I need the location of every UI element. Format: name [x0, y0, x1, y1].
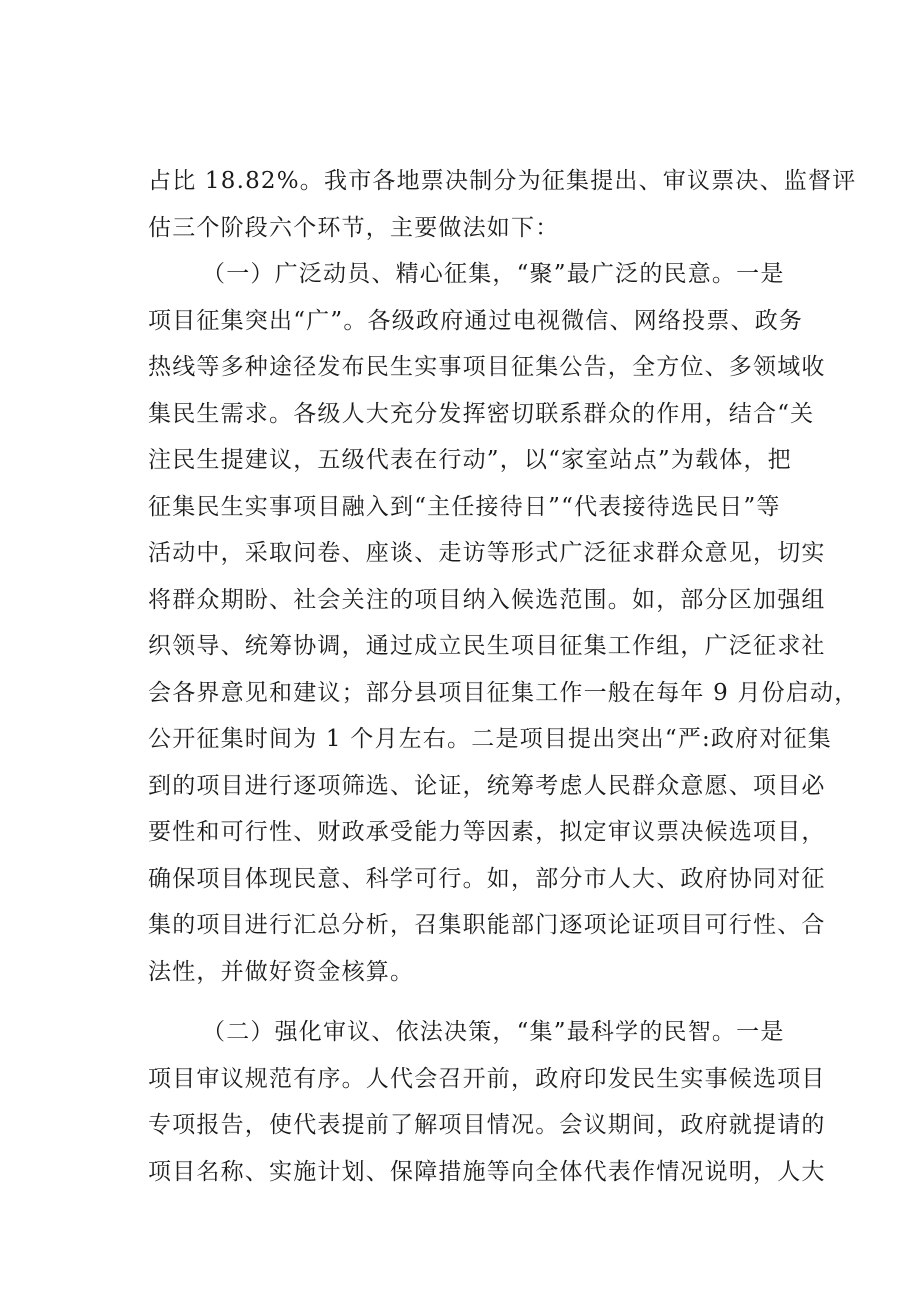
text-line: 专项报告，使代表提前了解项目情况。会议期间，政府就提请的: [148, 1112, 826, 1138]
section-heading-line: （一）广泛动员、精心征集，“聚”最广泛的民意。一是: [202, 261, 785, 287]
text-line: 织领导、统筹协调，通过成立民生项目征集工作组，广泛征求社: [148, 633, 826, 659]
text-line: 热线等多种途径发布民生实事项目征集公告，全方位、多领域收: [148, 354, 826, 380]
text-line: 集的项目进行汇总分析，召集职能部门逐项论证项目可行性、合: [148, 912, 826, 938]
text-line: 集民生需求。各级人大充分发挥密切联系群众的作用，结合“关: [148, 400, 815, 427]
text-line: 活动中，采取问卷、座谈、走访等形式广泛征求群众意见，切实: [148, 540, 826, 566]
text-line: 要性和可行性、财政承受能力等因素，拟定审议票决候选项目，: [148, 819, 826, 845]
paragraph-gap: [148, 995, 808, 1009]
text-line: 会各界意见和建议；部分县项目征集工作一般在每年 9 月份启动，: [148, 679, 859, 706]
text-line: 项目名称、实施计划、保障措施等向全体代表作情况说明，人大: [148, 1158, 826, 1185]
text-line: 项目审议规范有序。人代会召开前，政府印发民生实事候选项目: [148, 1065, 826, 1092]
text-line: 法性，并做好资金核算。: [148, 958, 415, 985]
text-line: 注民生提建议，五级代表在行动”，以“家室站点”为载体，把: [148, 447, 792, 473]
text-line: 将群众期盼、社会关注的项目纳入候选范围。如，部分区加强组: [148, 586, 826, 613]
text-line: 项目征集突出“广”。各级政府通过电视微信、网络投票、政务: [148, 307, 804, 334]
document-body: [148, 158, 859, 1195]
text-line: 公开征集时间为 1 个月左右。二是项目提出突出“严:政府对征集: [148, 726, 832, 752]
text-line: 占比 18.82%。我市各地票决制分为征集提出、审议票决、监督评: [148, 168, 857, 194]
section-heading-line: （二）强化审议、依法决策，“集”最科学的民智。一是: [202, 1019, 785, 1045]
text-line: 征集民生实事项目融入到“主任接待日”“代表接待选民日”等: [148, 493, 781, 520]
text-line: 确保项目体现民意、科学可行。如，部分市人大、政府协同对征: [148, 865, 826, 892]
text-line: 估三个阶段六个环节，主要做法如下：: [148, 214, 560, 241]
text-line: 到的项目进行逐项筛选、论证，统筹考虑人民群众意愿、项目必: [148, 772, 826, 799]
